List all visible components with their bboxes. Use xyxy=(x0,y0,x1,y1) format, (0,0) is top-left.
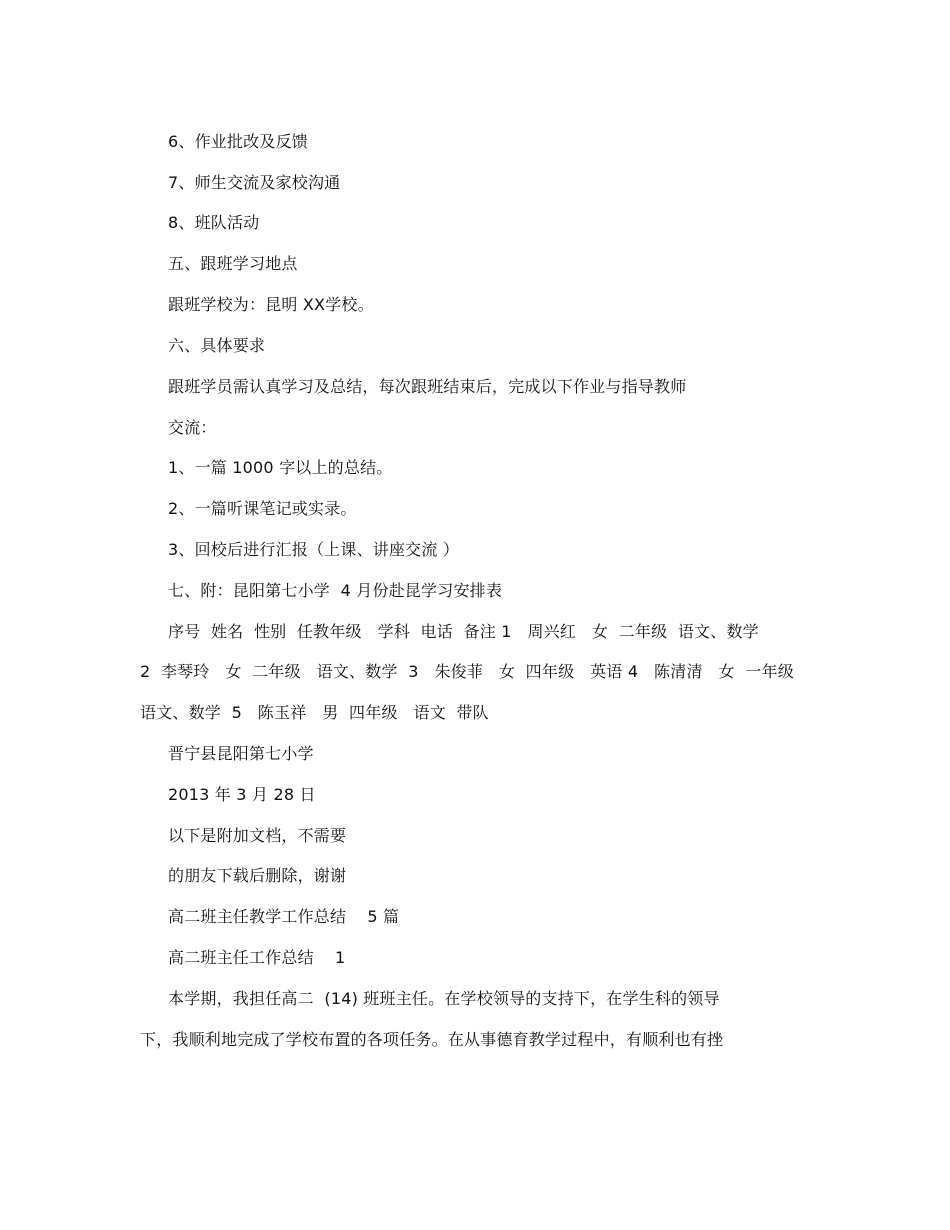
paragraph-school: 跟班学校为：昆明 XX学校。 xyxy=(168,295,374,314)
requirement-item-1: 1、一篇 1000 字以上的总结。 xyxy=(168,458,393,477)
requirement-item-3: 3、回校后进行汇报（上课、讲座交流 ） xyxy=(168,540,460,559)
section-heading-7: 七、附：昆阳第七小学 4 月份赴昆学习安排表 xyxy=(168,581,503,600)
requirement-item-2: 2、一篇听课笔记或实录。 xyxy=(168,499,357,518)
section-heading-5: 五、跟班学习地点 xyxy=(168,254,298,273)
schedule-row-3: 语文、数学 5 陈玉祥 男 四年级 语文 带队 xyxy=(140,703,489,722)
summary-paragraph-line-2: 下，我顺利地完成了学校布置的各项任务。在从事德育教学过程中，有顺利也有挫 xyxy=(140,1030,724,1049)
section-heading-6: 六、具体要求 xyxy=(168,336,266,355)
summary-paragraph-line-1: 本学期，我担任高二 (14) 班班主任。在学校领导的支持下，在学生科的领导 xyxy=(168,989,720,1008)
attachment-title: 高二班主任教学工作总结 5 篇 xyxy=(168,907,400,926)
list-item-6: 6、作业批改及反馈 xyxy=(168,132,308,151)
attachment-note-2: 的朋友下载后删除，谢谢 xyxy=(168,866,347,885)
paragraph-requirements: 跟班学员需认真学习及总结，每次跟班结束后，完成以下作业与指导教师 xyxy=(168,377,687,396)
list-item-7: 7、师生交流及家校沟通 xyxy=(168,173,341,192)
summary-title: 高二班主任工作总结 1 xyxy=(168,948,346,967)
paragraph-requirements-cont: 交流： xyxy=(168,418,217,437)
signature-school: 晋宁县昆阳第七小学 xyxy=(168,744,314,763)
schedule-row-1: 序号 姓名 性别 任教年级 学科 电话 备注 1 周兴红 女 二年级 语文、数学 xyxy=(168,622,759,641)
attachment-note-1: 以下是附加文档，不需要 xyxy=(168,826,347,845)
signature-date: 2013 年 3 月 28 日 xyxy=(168,785,316,804)
list-item-8: 8、班队活动 xyxy=(168,213,260,232)
schedule-row-2: 2 李琴玲 女 二年级 语文、数学 3 朱俊菲 女 四年级 英语 4 陈清清 女 一年级 xyxy=(140,662,794,681)
